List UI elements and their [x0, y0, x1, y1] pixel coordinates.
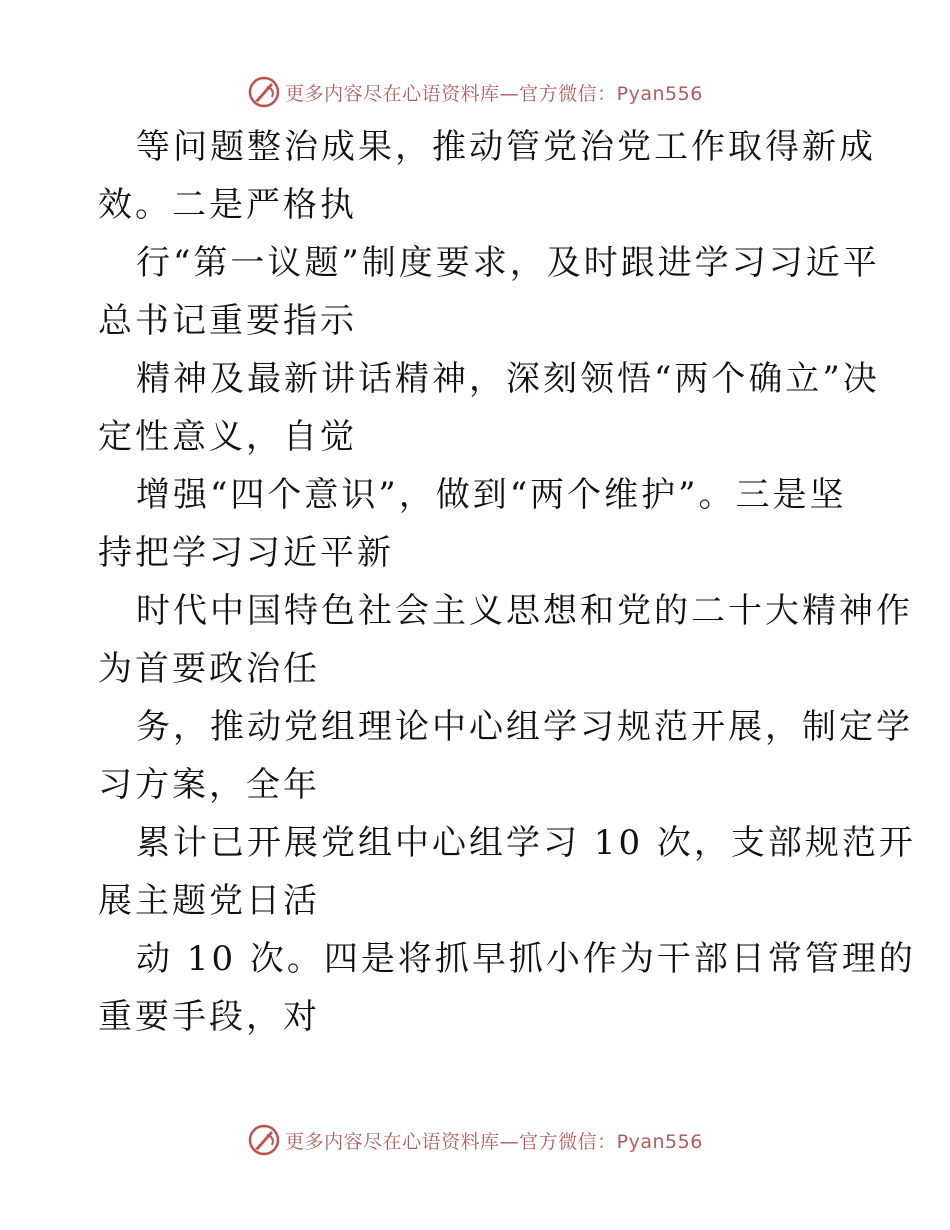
text-line: 务，推动党组理论中心组学习规范开展，制定学	[136, 707, 913, 747]
text-line: 时代中国特色社会主义思想和党的二十大精神作	[136, 591, 913, 631]
footer-watermark-text: 更多内容尽在心语资料库—官方微信：Pyan556	[285, 1130, 703, 1153]
header-watermark	[0, 72, 950, 112]
text-line: 动 10 次。四是将抓早抓小作为干部日常管理的	[136, 939, 916, 979]
text-line: 增强“四个意识”，做到“两个维护”。三是坚	[136, 475, 847, 515]
text-line: 精神及最新讲话精神，深刻领悟“两个确立”决	[136, 359, 880, 399]
text-line: 为首要政治任	[98, 649, 320, 689]
quill-logo-icon	[247, 1123, 281, 1157]
text-line: 持把学习习近平新	[98, 533, 394, 573]
text-line: 行“第一议题”制度要求，及时跟进学习习近平	[136, 243, 880, 283]
document-body	[98, 118, 916, 1046]
footer-watermark	[0, 1120, 950, 1160]
text-line: 累计已开展党组中心组学习 10 次，支部规范开	[136, 823, 916, 863]
text-line: 展主题党日活	[98, 881, 320, 921]
text-line: 习方案，全年	[98, 765, 320, 805]
header-watermark-text: 更多内容尽在心语资料库—官方微信：Pyan556	[285, 82, 703, 105]
quill-logo-icon	[247, 75, 281, 109]
text-line: 等问题整治成果，推动管党治党工作取得新成	[136, 127, 876, 167]
text-line: 总书记重要指示	[98, 301, 357, 341]
text-line: 效。二是严格执	[98, 185, 357, 225]
text-line: 重要手段，对	[98, 997, 320, 1037]
text-line: 定性意义，自觉	[98, 417, 357, 457]
